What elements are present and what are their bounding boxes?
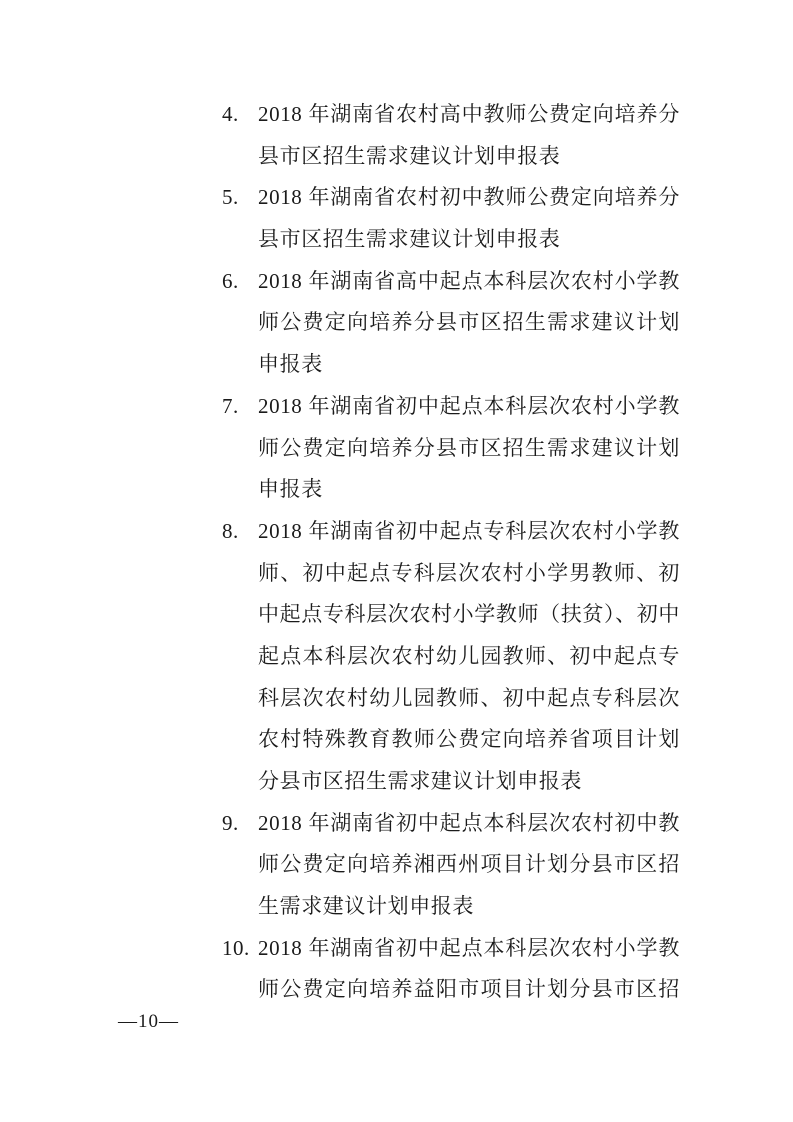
list-item (222, 177, 680, 260)
page-number: —10— (118, 1011, 179, 1032)
item-line-text: 申报表 (258, 477, 323, 502)
item-line-text: 师公费定向培养分县市区招生需求建议计划 (258, 310, 680, 335)
item-line-text: 科层次农村幼儿园教师、初中起点专科层次 (258, 685, 680, 710)
item-line-text: 县市区招生需求建议计划申报表 (258, 227, 561, 252)
item-line (222, 386, 680, 428)
item-line-text: 分县市区招生需求建议计划申报表 (258, 769, 582, 793)
item-line-text: 2018 年湖南省初中起点本科层次农村小学教 (258, 935, 680, 960)
document-list (222, 94, 680, 1011)
item-line-text: 县市区招生需求建议计划申报表 (258, 143, 561, 168)
item-line (222, 344, 680, 386)
item-line-text: 中起点专科层次农村小学教师（扶贫）、初中 (258, 602, 680, 627)
item-number: 5. (222, 185, 239, 210)
item-line (222, 928, 680, 970)
item-line (222, 594, 680, 636)
item-number: 9. (222, 810, 239, 835)
item-line (222, 761, 680, 803)
item-line-text: 生需求建议计划申报表 (258, 894, 474, 919)
item-number: 6. (222, 268, 239, 293)
item-line-text: 2018 年湖南省高中起点本科层次农村小学教 (258, 268, 680, 293)
item-line (222, 969, 680, 1011)
item-line-text: 2018 年湖南省初中起点本科层次农村初中教 (258, 810, 680, 835)
item-line (222, 219, 680, 261)
item-line (222, 261, 680, 303)
item-line-text: 师公费定向培养分县市区招生需求建议计划 (258, 435, 680, 460)
item-line-text: 师公费定向培养益阳市项目计划分县市区招 (258, 977, 680, 1002)
list-item (222, 928, 680, 1011)
item-line (222, 177, 680, 219)
item-line (222, 511, 680, 553)
item-line-text: 申报表 (258, 352, 323, 377)
list-item (222, 803, 680, 928)
item-line-text: 2018 年湖南省初中起点本科层次农村小学教 (258, 393, 680, 418)
list-item (222, 261, 680, 386)
item-line (222, 844, 680, 886)
item-line (222, 636, 680, 678)
item-line (222, 803, 680, 845)
item-line-text: 2018 年湖南省农村初中教师公费定向培养分 (258, 185, 680, 210)
item-line-text: 起点本科层次农村幼儿园教师、初中起点专 (258, 643, 680, 668)
item-line-text: 农村特殊教育教师公费定向培养省项目计划 (258, 727, 680, 752)
item-line-text: 2018 年湖南省农村高中教师公费定向培养分 (258, 102, 680, 126)
item-number: 10. (222, 935, 250, 960)
list-item (222, 94, 680, 177)
item-line-text: 师、初中起点专科层次农村小学男教师、初 (258, 560, 680, 585)
item-line (222, 553, 680, 595)
list-item (222, 386, 680, 511)
item-line (222, 678, 680, 720)
item-line (222, 94, 680, 136)
item-line (222, 136, 680, 178)
item-number: 7. (222, 393, 239, 418)
item-number: 8. (222, 518, 239, 543)
list-item (222, 511, 680, 803)
item-line (222, 302, 680, 344)
item-line (222, 719, 680, 761)
item-line (222, 469, 680, 511)
item-line-text: 2018 年湖南省初中起点专科层次农村小学教 (258, 518, 680, 543)
item-number: 4. (222, 102, 239, 126)
item-line-text: 师公费定向培养湘西州项目计划分县市区招 (258, 852, 680, 877)
item-line (222, 886, 680, 928)
item-line (222, 428, 680, 470)
